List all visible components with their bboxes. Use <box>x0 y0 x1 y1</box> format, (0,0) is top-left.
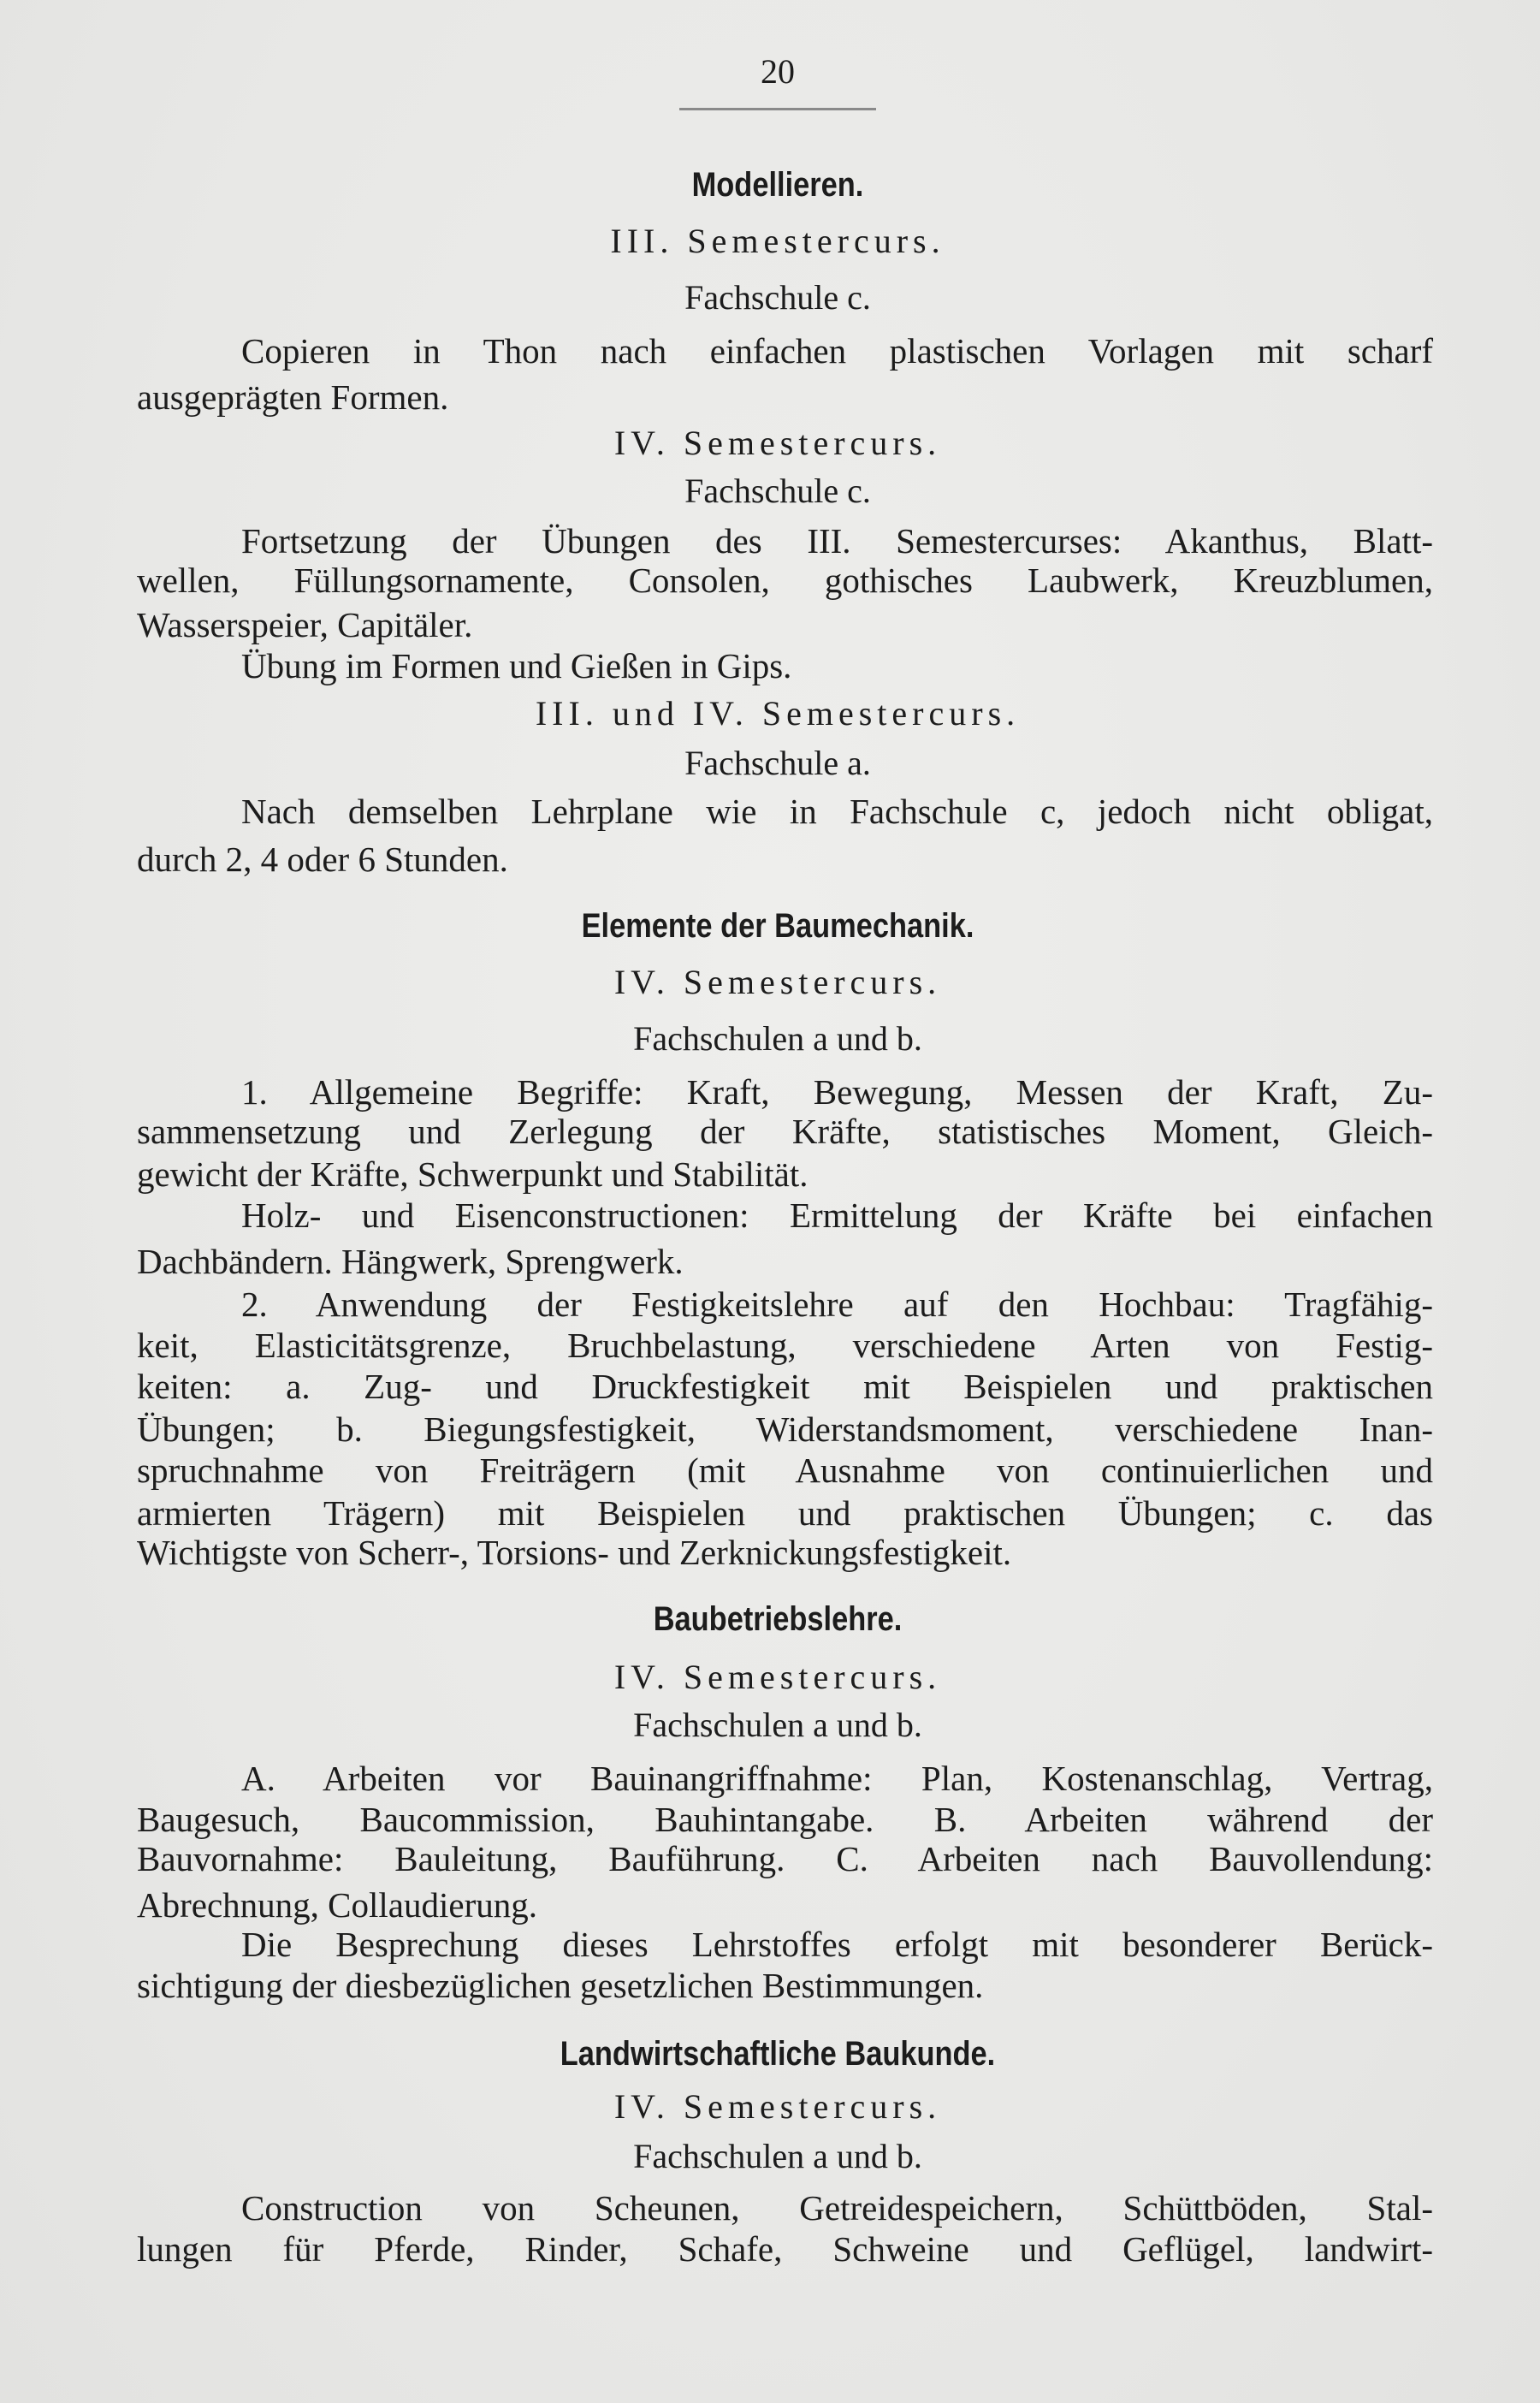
semester-label: IV. Semestercurs. <box>613 424 942 462</box>
semester-label: III. und IV. Semestercurs. <box>535 694 1021 733</box>
page-number: 20 <box>761 52 795 91</box>
text-line: Bauvornahme: Bauleitung, Bauführung. C. Arbeiten nach Bauvollendung: <box>137 1839 1433 1878</box>
text-line: Nach demselben Lehrplane wie in Fachschule c, jedoch nicht obligat, <box>241 792 1433 831</box>
text-line: durch 2, 4 oder 6 Stunden. <box>137 840 508 879</box>
text-line: keit, Elasticitätsgrenze, Bruchbelastung, verschiedene Arten von Festig- <box>137 1326 1433 1365</box>
text-line: Übung im Formen und Gießen in Gips. <box>241 646 792 685</box>
school-label: Fachschule a. <box>684 744 871 782</box>
text-line: Dachbändern. Hängwerk, Sprengwerk. <box>137 1242 684 1281</box>
school-label: Fachschulen a und b. <box>633 2137 922 2175</box>
text-line: sichtigung der diesbezüglichen gesetzlichen Bestimmungen. <box>137 1966 984 2005</box>
school-label: Fachschule c. <box>684 472 871 510</box>
text-line: Wasserspeier, Capitäler. <box>137 605 473 644</box>
semester-label: IV. Semestercurs. <box>613 963 942 1001</box>
text-line: wellen, Füllungsornamente, Consolen, gothisches Laubwerk, Kreuzblumen, <box>137 561 1433 600</box>
school-label: Fachschule c. <box>684 278 871 317</box>
text-line: ausgeprägten Formen. <box>137 377 449 417</box>
semester-label: IV. Semestercurs. <box>613 1658 942 1696</box>
text-line: Copieren in Thon nach einfachen plastischen Vorlagen mit scharf <box>241 331 1433 371</box>
text-line: Wichtigste von Scherr-, Torsions- und Zerknickungsfestigkeit. <box>137 1533 1012 1572</box>
text-line: 1. Allgemeine Begriffe: Kraft, Bewegung, Messen der Kraft, Zu- <box>241 1072 1433 1112</box>
text-line: Holz- und Eisenconstructionen: Ermittelung der Kräfte bei einfachen <box>241 1196 1433 1235</box>
semester-label: IV. Semestercurs. <box>613 2087 942 2126</box>
text-line: A. Arbeiten vor Bauinangriffnahme: Plan, Kostenanschlag, Vertrag, <box>241 1759 1433 1798</box>
text-line: Abrechnung, Collaudierung. <box>137 1885 537 1925</box>
section-heading-baubetriebslehre: Baubetriebslehre. <box>653 1600 903 1638</box>
text-line: 2. Anwendung der Festigkeitslehre auf den Hochbau: Tragfähig- <box>241 1285 1433 1324</box>
semester-label: III. Semestercurs. <box>610 222 945 260</box>
text-line: Übungen; b. Biegungsfestigkeit, Widerstandsmoment, verschiedene Inan- <box>137 1409 1433 1449</box>
header-rule <box>679 108 876 110</box>
text-line: armierten Trägern) mit Beispielen und praktischen Übungen; c. das <box>137 1493 1433 1533</box>
section-heading-landwirtschaftliche-baukunde: Landwirtschaftliche Baukunde. <box>560 2035 996 2073</box>
school-label: Fachschulen a und b. <box>633 1706 922 1744</box>
text-line: Construction von Scheunen, Getreidespeichern, Schüttböden, Stal- <box>241 2188 1433 2228</box>
text-line: gewicht der Kräfte, Schwerpunkt und Stabilität. <box>137 1154 808 1194</box>
school-label: Fachschulen a und b. <box>633 1019 922 1058</box>
text-line: Baugesuch, Baucommission, Bauhintangabe. B. Arbeiten während der <box>137 1800 1433 1839</box>
text-line: Fortsetzung der Übungen des III. Semestercurses: Akanthus, Blatt- <box>241 521 1433 561</box>
section-heading-baumechanik: Elemente der Baumechanik. <box>581 907 974 945</box>
text-line: sammensetzung und Zerlegung der Kräfte, statistisches Moment, Gleich- <box>137 1112 1433 1151</box>
text-line: keiten: a. Zug- und Druckfestigkeit mit Beispielen und praktischen <box>137 1367 1433 1406</box>
text-line: lungen für Pferde, Rinder, Schafe, Schweine und Geflügel, landwirt- <box>137 2229 1433 2269</box>
text-line: Die Besprechung dieses Lehrstoffes erfolgt mit besonderer Berück- <box>241 1925 1433 1964</box>
text-line: spruchnahme von Freiträgern (mit Ausnahme von continuierlichen und <box>137 1451 1433 1490</box>
section-heading-modellieren: Modellieren. <box>691 166 864 204</box>
